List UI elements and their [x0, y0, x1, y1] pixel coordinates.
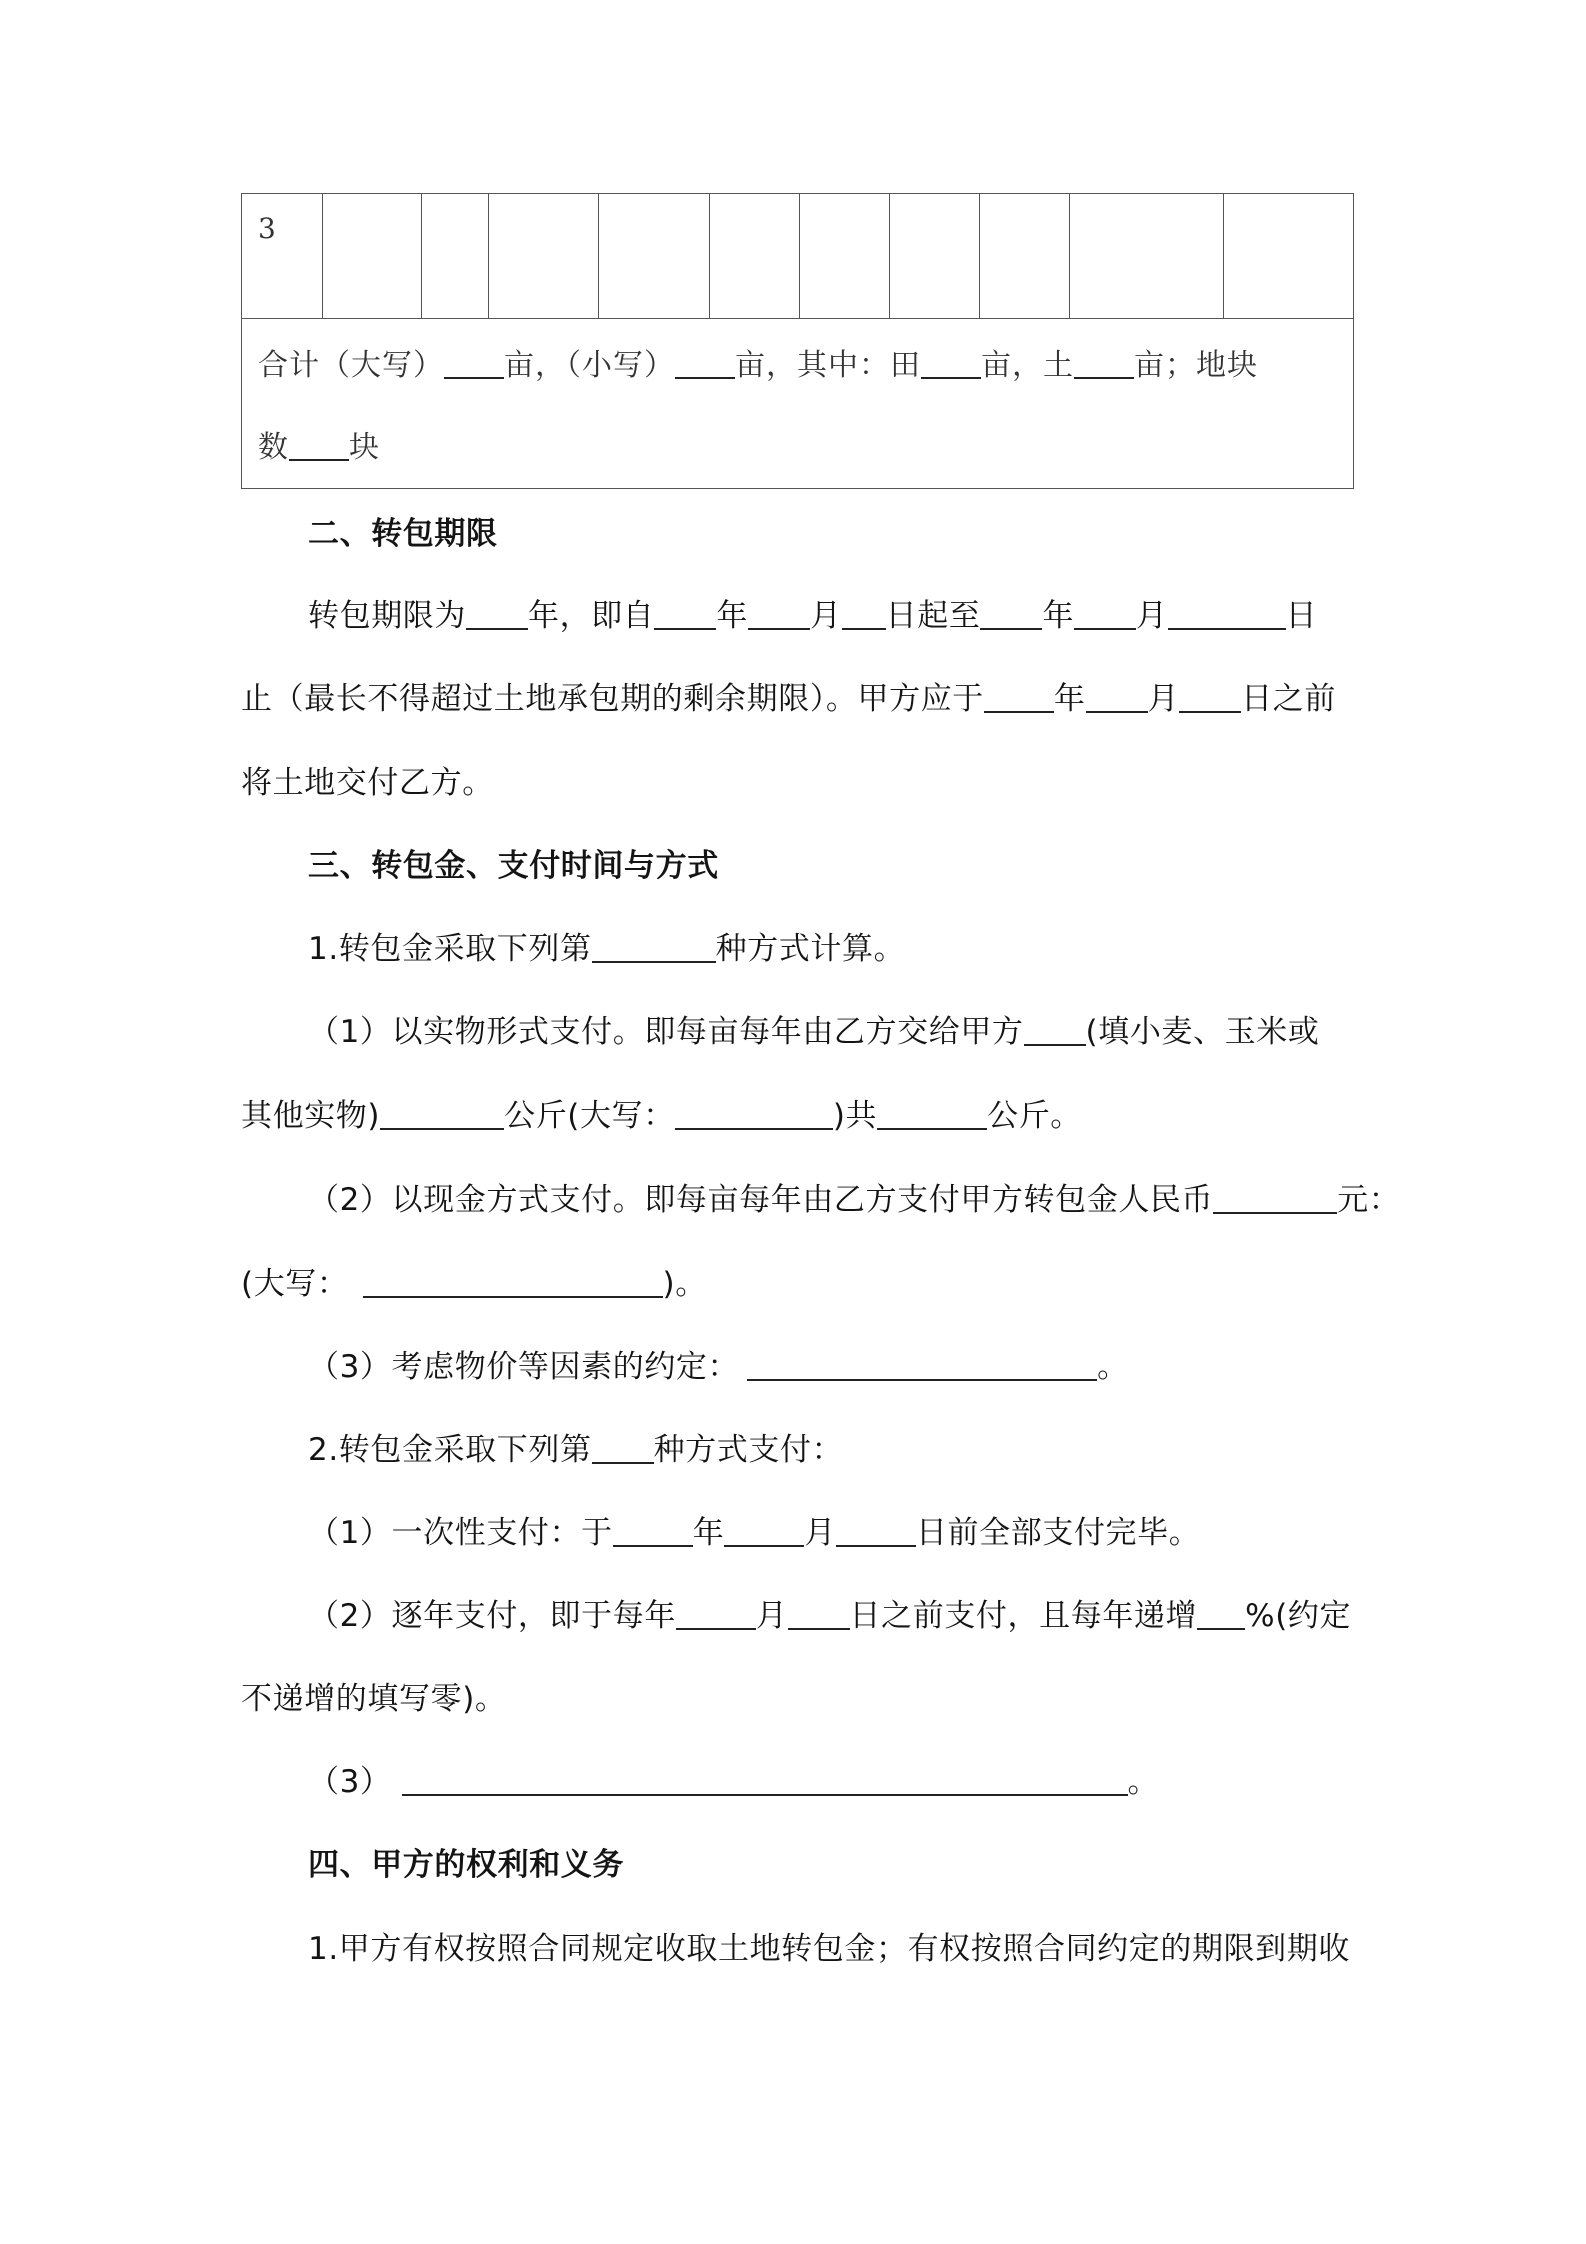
blank-field[interactable] — [402, 1763, 1128, 1796]
section-title: 二、转包期限 — [308, 516, 498, 552]
blank-field[interactable] — [748, 597, 810, 630]
table-column-divider — [322, 194, 323, 319]
blank-field[interactable] — [1074, 597, 1136, 630]
table-column-divider — [1069, 194, 1070, 319]
table-column-divider — [488, 194, 489, 319]
table-column-divider — [889, 194, 890, 319]
table-column-divider — [598, 194, 599, 319]
blank-field[interactable] — [592, 930, 716, 963]
row-number: 3 — [258, 212, 276, 245]
paragraph: 1.甲方有权按照合同规定收取土地转包金；有权按照合同约定的期限到期收 — [308, 1931, 1350, 1967]
blank-field[interactable] — [1074, 347, 1134, 379]
paragraph: 止（最长不得超过土地承包期的剩余期限）。甲方应于 年 月 日之前 — [241, 681, 1336, 717]
blank-field[interactable] — [724, 1514, 804, 1547]
paragraph: （3）考虑物价等因素的约定： 。 — [308, 1349, 1129, 1385]
paragraph: （3） 。 — [308, 1764, 1160, 1800]
blank-field[interactable] — [1197, 1597, 1245, 1630]
blank-field[interactable] — [363, 1265, 663, 1298]
blank-field[interactable] — [654, 597, 716, 630]
paragraph: 1.转包金采取下列第 种方式计算。 — [308, 931, 906, 967]
blank-field[interactable] — [980, 597, 1042, 630]
blank-field[interactable] — [842, 597, 886, 630]
paragraph: （2）以现金方式支付。即每亩每年由乙方支付甲方转包金人民币 元： — [308, 1182, 1401, 1218]
paragraph: （2）逐年支付，即于每年 月 日之前支付，且每年递增 %(约定 — [308, 1598, 1352, 1634]
paragraph: （1）一次性支付：于 年 月 日前全部支付完毕。 — [308, 1515, 1201, 1551]
blank-field[interactable] — [675, 1097, 833, 1130]
blank-field[interactable] — [613, 1514, 693, 1547]
blank-field[interactable] — [380, 1097, 504, 1130]
land-table — [241, 193, 1354, 489]
blank-field[interactable] — [289, 429, 349, 461]
paragraph: 其他实物) 公斤(大写： )共 公斤。 — [241, 1098, 1082, 1134]
blank-field[interactable] — [1168, 597, 1286, 630]
blank-field[interactable] — [877, 1097, 987, 1130]
table-column-divider — [799, 194, 800, 319]
blank-field[interactable] — [747, 1348, 1097, 1381]
blank-field[interactable] — [836, 1514, 916, 1547]
section-title: 四、甲方的权利和义务 — [308, 1847, 624, 1883]
paragraph: 不递增的填写零)。 — [241, 1681, 507, 1717]
blank-field[interactable] — [675, 347, 735, 379]
table-total-line: 合计（大写） 亩，（小写） 亩，其中：田 亩，土 亩；地块 — [258, 348, 1258, 383]
table-column-divider — [709, 194, 710, 319]
blank-field[interactable] — [788, 1597, 850, 1630]
table-total-line-2: 数 块 — [258, 430, 380, 465]
blank-field[interactable] — [444, 347, 504, 379]
blank-field[interactable] — [921, 347, 981, 379]
section-title: 三、转包金、支付时间与方式 — [308, 848, 719, 884]
table-column-divider — [979, 194, 980, 319]
paragraph: （1）以实物形式支付。即每亩每年由乙方交给甲方 (填小麦、玉米或 — [308, 1014, 1320, 1050]
paragraph: (大写： )。 — [241, 1266, 707, 1302]
blank-field[interactable] — [592, 1431, 654, 1464]
blank-field[interactable] — [1024, 1013, 1086, 1046]
blank-field[interactable] — [1179, 680, 1241, 713]
blank-field[interactable] — [466, 597, 528, 630]
table-column-divider — [421, 194, 422, 319]
table-column-divider — [1223, 194, 1224, 319]
blank-field[interactable] — [984, 680, 1054, 713]
blank-field[interactable] — [676, 1597, 756, 1630]
table-row — [242, 194, 1353, 319]
paragraph: 转包期限为 年，即自 年 月 日起至 年 月 日 — [308, 598, 1318, 634]
blank-field[interactable] — [1086, 680, 1148, 713]
paragraph: 2.转包金采取下列第 种方式支付： — [308, 1432, 844, 1468]
blank-field[interactable] — [1213, 1181, 1337, 1214]
paragraph: 将土地交付乙方。 — [241, 765, 494, 801]
